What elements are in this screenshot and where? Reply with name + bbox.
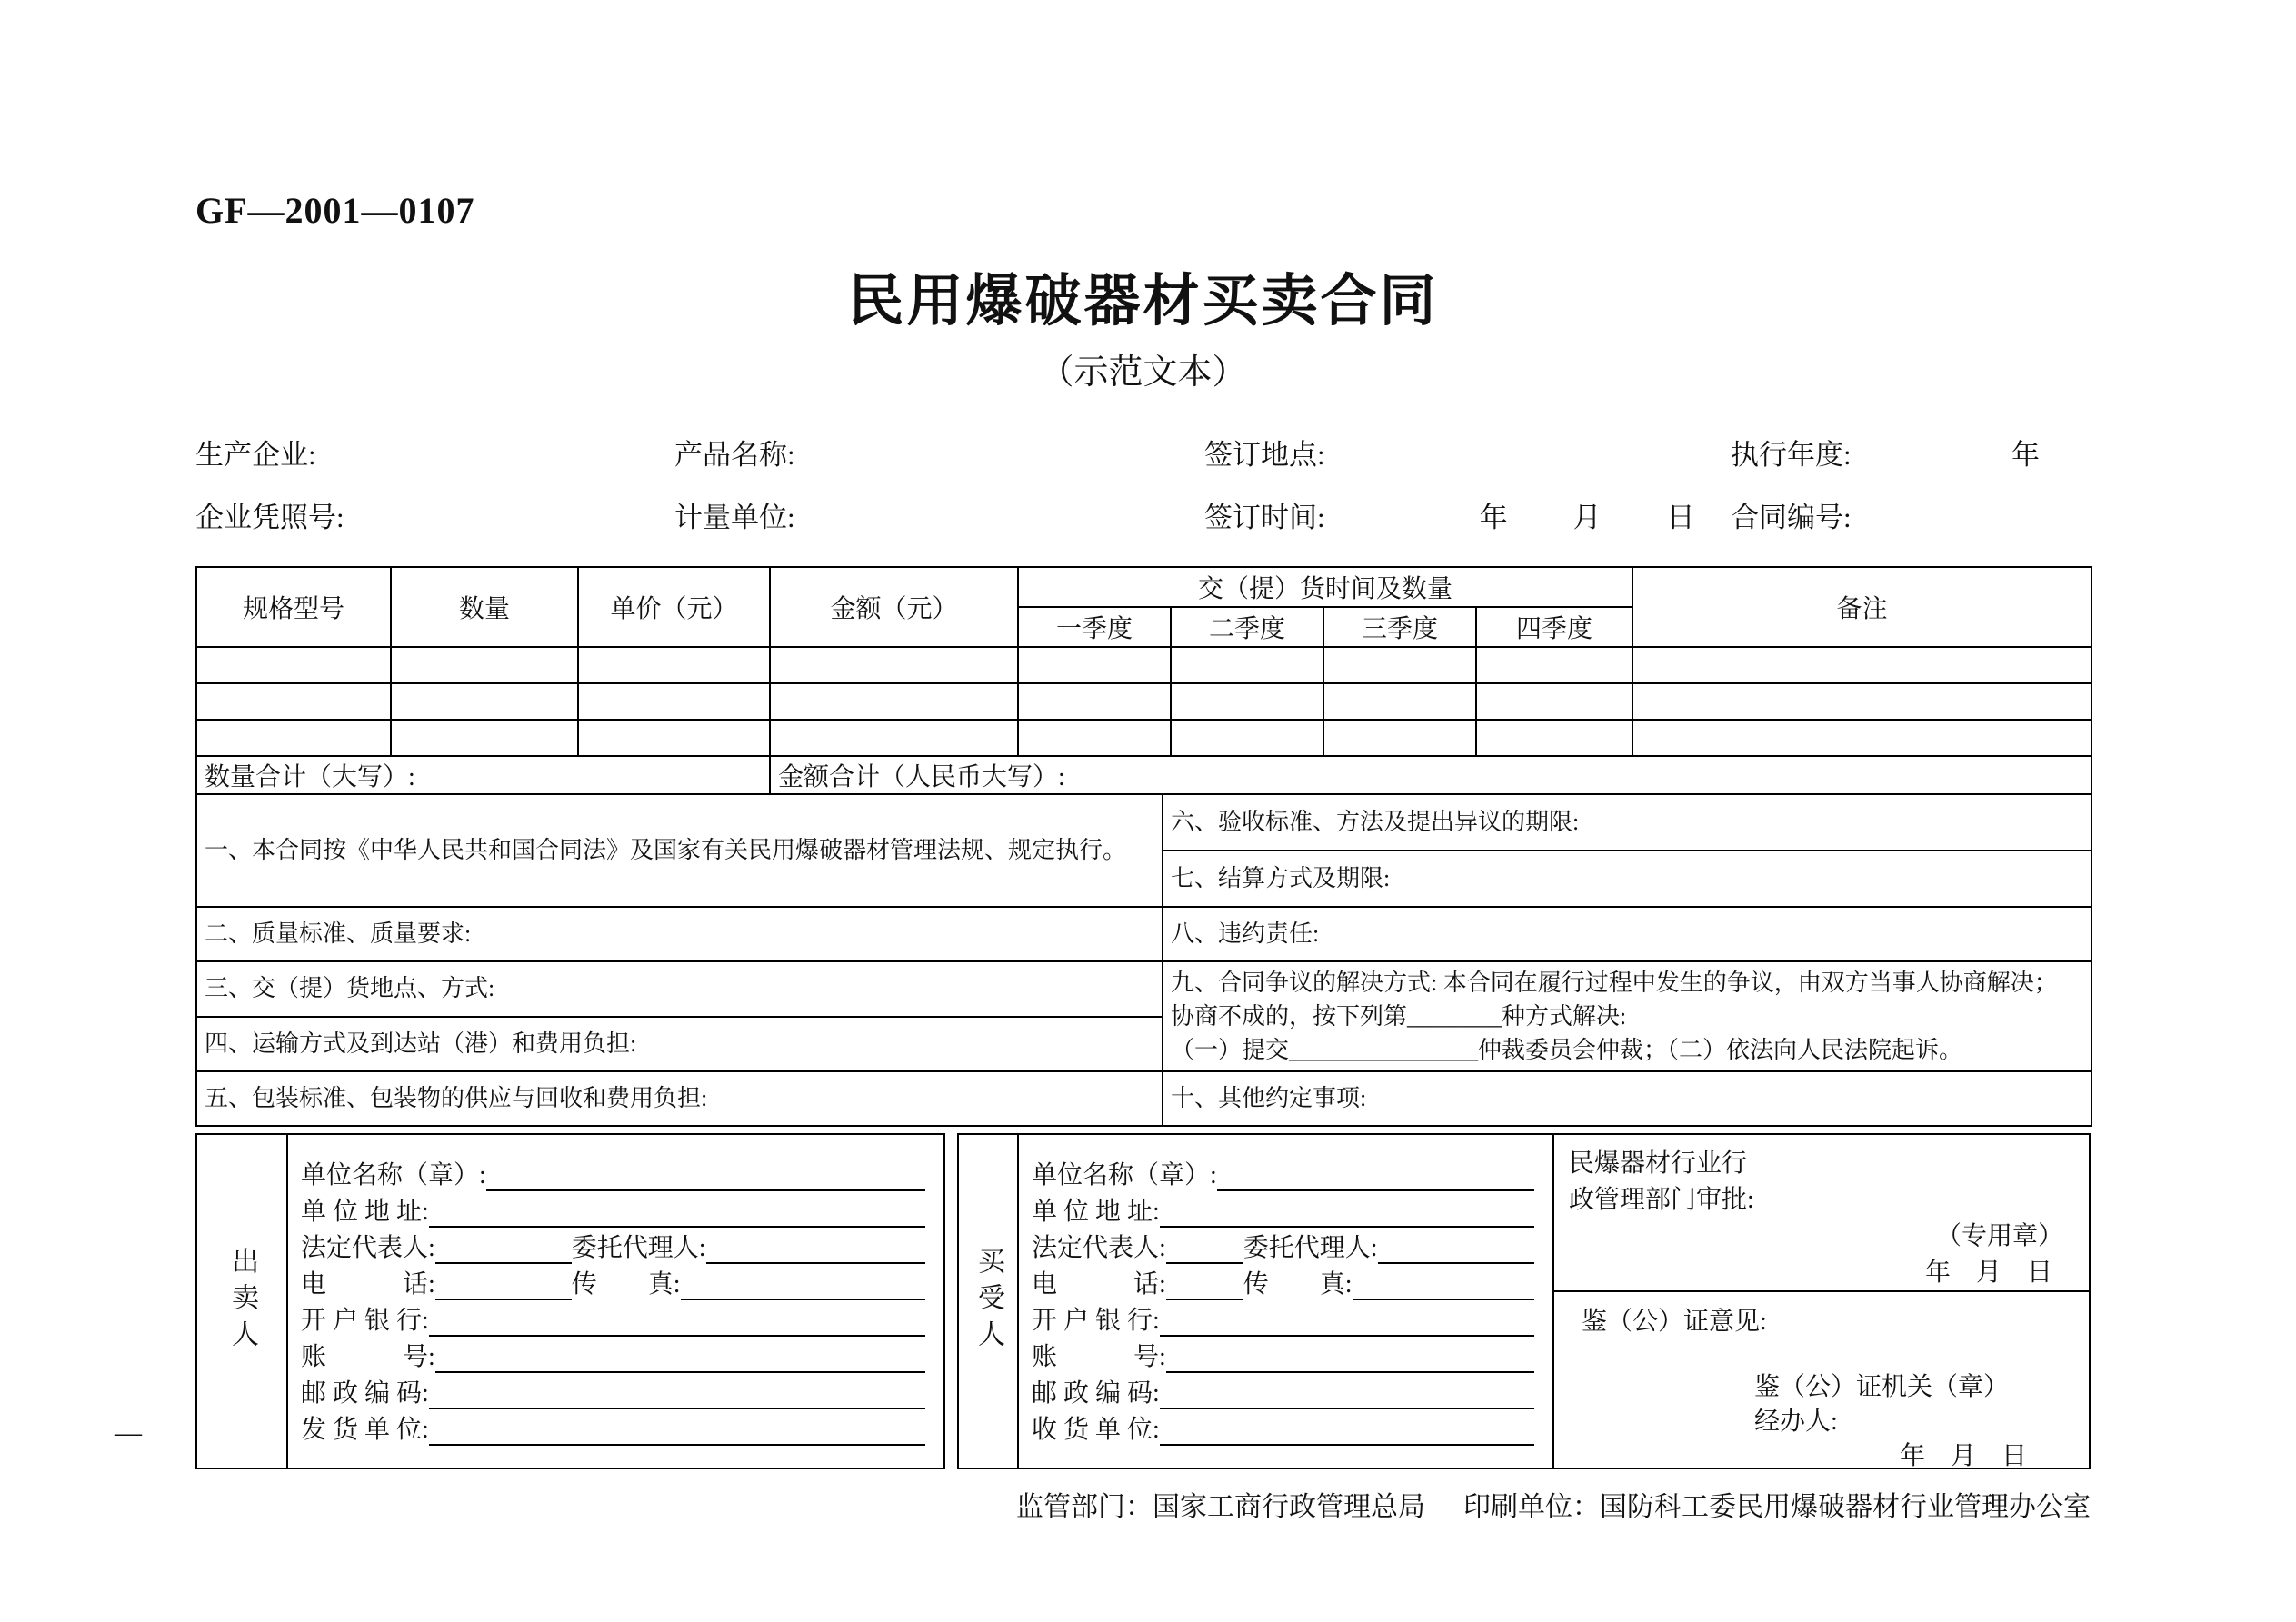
seller-postcode-row <box>301 1373 929 1409</box>
empty-cell[interactable] <box>770 683 1018 720</box>
field-label: 开 户 银 行: <box>1032 1307 1160 1335</box>
col-header-amount: 金额（元） <box>770 567 1018 647</box>
table-row <box>196 647 2091 683</box>
col-header-q2: 二季度 <box>1171 607 1323 647</box>
fill-in-blank[interactable] <box>706 1235 925 1264</box>
fill-in-blank[interactable] <box>429 1308 925 1337</box>
approval-line2: 政管理部门审批: <box>1569 1186 1754 1214</box>
doc-subtitle: （示范文本） <box>1039 353 1247 392</box>
clause-9 <box>1163 961 2091 1071</box>
field-label: 单位名称（章）: <box>301 1161 486 1189</box>
approval-date-label: 年 月 日 <box>1924 1259 2052 1287</box>
empty-cell[interactable] <box>196 720 391 756</box>
buyer-phone-fax-row <box>1032 1264 1538 1300</box>
empty-cell[interactable] <box>391 720 578 756</box>
sign-day-label: 日 <box>1666 502 1695 533</box>
notary-date-label: 年 月 日 <box>1900 1442 2028 1470</box>
empty-cell[interactable] <box>1323 647 1476 683</box>
empty-cell[interactable] <box>1323 683 1476 720</box>
supervisor-dept: 监管部门：国家工商行政管理总局 <box>1016 1492 1425 1522</box>
buyer-receiving-unit-row <box>1032 1409 1538 1446</box>
buyer-address-row <box>1032 1191 1538 1228</box>
sign-time-label: 签订时间: <box>1204 502 1325 533</box>
totals-row <box>196 756 2091 794</box>
buyer-bank-row <box>1032 1300 1538 1337</box>
approval-line1: 民爆器材行业行 <box>1569 1149 1748 1178</box>
col-header-remark: 备注 <box>1632 567 2091 647</box>
field-label: 单位名称（章）: <box>1032 1161 1217 1189</box>
clause-9-line1: 九、合同争议的解决方式: 本合同在履行过程中发生的争议，由双方当事人协商解决； <box>1171 970 2058 996</box>
col-header-qty: 数量 <box>391 567 578 647</box>
clause-2: 二、质量标准、质量要求: <box>196 907 1163 961</box>
approval-notary-box <box>1552 1133 2091 1469</box>
buyer-unit-name-row <box>1032 1155 1538 1191</box>
fill-in-blank[interactable] <box>429 1199 925 1228</box>
buyer-fields <box>1019 1135 1552 1468</box>
printing-unit: 印刷单位：国防科工委民用爆破器材行业管理办公室 <box>1463 1492 2091 1522</box>
notary-org-label: 鉴（公）证机关（章） <box>1754 1373 2010 1401</box>
clause-3: 三、交（提）货地点、方式: <box>196 961 1163 1017</box>
fill-in-blank[interactable] <box>1160 1199 1534 1228</box>
empty-cell[interactable] <box>1018 683 1171 720</box>
empty-cell[interactable] <box>1171 647 1323 683</box>
fill-in-blank[interactable] <box>429 1417 925 1446</box>
total-amount-label: 金额合计（人民币大写）: <box>770 756 2091 794</box>
sign-month-label: 月 <box>1572 502 1602 533</box>
total-qty-label: 数量合计（大写）: <box>196 756 770 794</box>
empty-cell[interactable] <box>1632 683 2091 720</box>
seller-vertical-label: 出卖人 <box>197 1135 288 1468</box>
empty-cell[interactable] <box>578 720 770 756</box>
field-label: 收 货 单 位: <box>1032 1416 1160 1444</box>
fill-in-blank[interactable] <box>1166 1235 1243 1264</box>
sign-place-label: 签订地点: <box>1204 439 1325 471</box>
clause-5: 五、包装标准、包装物的供应与回收和费用负担: <box>196 1071 1163 1126</box>
fill-in-blank[interactable] <box>435 1344 925 1373</box>
seller-fields <box>288 1135 943 1468</box>
notary-title: 鉴（公）证意见: <box>1582 1308 1767 1336</box>
seller-representative-row <box>301 1228 929 1264</box>
fill-in-blank[interactable] <box>1160 1380 1534 1409</box>
fill-in-blank[interactable] <box>1217 1162 1534 1191</box>
fill-in-blank[interactable] <box>1166 1271 1243 1300</box>
field-label: 法定代表人: <box>301 1234 435 1262</box>
seller-box <box>195 1133 945 1469</box>
buyer-postcode-row <box>1032 1373 1538 1409</box>
buyer-representative-row <box>1032 1228 1538 1264</box>
empty-cell[interactable] <box>1476 647 1632 683</box>
empty-cell[interactable] <box>196 683 391 720</box>
col-header-unit-price: 单价（元） <box>578 567 770 647</box>
field-label: 邮 政 编 码: <box>1032 1379 1160 1408</box>
seller-shipping-unit-row <box>301 1409 929 1446</box>
table-row <box>196 720 2091 756</box>
empty-cell[interactable] <box>578 683 770 720</box>
buyer-account-row <box>1032 1337 1538 1373</box>
fill-in-blank[interactable] <box>1166 1344 1534 1373</box>
fill-in-blank[interactable] <box>435 1235 572 1264</box>
clause-9-line3: （一）提交________________仲裁委员会仲裁；（二）依法向人民法院起诉。 <box>1171 1037 1963 1063</box>
fill-in-blank[interactable] <box>681 1271 925 1300</box>
doc-title: 民用爆破器材买卖合同 <box>847 267 1439 333</box>
parties-section <box>195 1133 2091 1469</box>
empty-cell[interactable] <box>391 683 578 720</box>
empty-cell[interactable] <box>1018 720 1171 756</box>
buyer-vertical-label: 买受人 <box>959 1135 1019 1468</box>
field-label: 开 户 银 行: <box>301 1307 429 1335</box>
col-header-spec: 规格型号 <box>196 567 391 647</box>
field-label: 邮 政 编 码: <box>301 1379 429 1408</box>
empty-cell[interactable] <box>770 647 1018 683</box>
fill-in-blank[interactable] <box>1160 1308 1534 1337</box>
page-number-marker: — <box>115 1418 142 1448</box>
fill-in-blank[interactable] <box>1353 1271 1534 1300</box>
field-label: 电 话: <box>301 1270 435 1299</box>
empty-cell[interactable] <box>1632 720 2091 756</box>
empty-cell[interactable] <box>770 720 1018 756</box>
empty-cell[interactable] <box>1476 683 1632 720</box>
special-seal-label: （专用章） <box>1935 1222 2063 1250</box>
clause-10: 十、其他约定事项: <box>1163 1071 2091 1126</box>
empty-cell[interactable] <box>1018 647 1171 683</box>
field-label: 账 号: <box>301 1343 435 1371</box>
license-no-label: 企业凭照号: <box>195 502 344 533</box>
seller-account-row <box>301 1337 929 1373</box>
fill-in-blank[interactable] <box>1378 1235 1534 1264</box>
field-label: 传 真: <box>571 1270 681 1299</box>
product-table <box>195 566 2092 795</box>
field-label: 发 货 单 位: <box>301 1416 429 1444</box>
col-header-q3: 三季度 <box>1323 607 1476 647</box>
field-label: 委托代理人: <box>571 1234 706 1262</box>
col-header-delivery: 交（提）货时间及数量 <box>1018 567 1632 607</box>
clause-7: 七、结算方式及期限: <box>1163 851 2091 907</box>
sign-year-label: 年 <box>1479 502 1508 533</box>
field-label: 电 话: <box>1032 1270 1166 1299</box>
contract-page <box>195 0 2091 1524</box>
clause-4: 四、运输方式及到达站（港）和费用负担: <box>196 1017 1163 1072</box>
seller-phone-fax-row <box>301 1264 929 1300</box>
fill-in-blank[interactable] <box>435 1271 572 1300</box>
field-label: 传 真: <box>1243 1270 1353 1299</box>
fill-in-blank[interactable] <box>486 1162 925 1191</box>
seller-unit-name-row <box>301 1155 929 1191</box>
empty-cell[interactable] <box>1171 683 1323 720</box>
field-label: 法定代表人: <box>1032 1234 1166 1262</box>
doc-code: GF—2001—0107 <box>195 190 475 231</box>
industry-approval-cell <box>1554 1135 2089 1292</box>
clause-9-line2: 协商不成的，按下列第________种方式解决: <box>1171 1003 1627 1030</box>
producer-label: 生产企业: <box>195 439 316 471</box>
empty-cell[interactable] <box>1171 720 1323 756</box>
field-label: 委托代理人: <box>1243 1234 1378 1262</box>
seller-address-row <box>301 1191 929 1228</box>
seller-bank-row <box>301 1300 929 1337</box>
clauses-table <box>195 793 2092 1127</box>
exec-year-unit: 年 <box>2011 439 2040 471</box>
notary-handler-label: 经办人: <box>1754 1408 1838 1436</box>
field-label: 单 位 地 址: <box>1032 1198 1160 1226</box>
product-name-label: 产品名称: <box>674 439 795 471</box>
empty-cell[interactable] <box>1323 720 1476 756</box>
footer-row <box>195 1484 2091 1524</box>
empty-cell[interactable] <box>196 647 391 683</box>
clause-8: 八、违约责任: <box>1163 907 2091 961</box>
field-label: 账 号: <box>1032 1343 1166 1371</box>
empty-cell[interactable] <box>391 647 578 683</box>
header-row-2 <box>195 494 2091 535</box>
exec-year-label: 执行年度: <box>1731 439 1852 471</box>
empty-cell[interactable] <box>578 647 770 683</box>
measure-unit-label: 计量单位: <box>674 502 795 533</box>
header-row-1 <box>195 432 2091 473</box>
field-label: 单 位 地 址: <box>301 1198 429 1226</box>
clause-6: 六、验收标准、方法及提出异议的期限: <box>1163 794 2091 851</box>
table-row <box>196 683 2091 720</box>
empty-cell[interactable] <box>1476 720 1632 756</box>
buyer-box <box>957 1133 1554 1469</box>
clause-1: 一、本合同按《中华人民共和国合同法》及国家有关民用爆破器材管理法规、规定执行。 <box>196 794 1163 907</box>
fill-in-blank[interactable] <box>429 1380 925 1409</box>
empty-cell[interactable] <box>1632 647 2091 683</box>
col-header-q1: 一季度 <box>1018 607 1171 647</box>
col-header-q4: 四季度 <box>1476 607 1632 647</box>
notary-opinion-cell <box>1554 1292 2089 1474</box>
fill-in-blank[interactable] <box>1160 1417 1534 1446</box>
contract-no-label: 合同编号: <box>1731 502 1852 533</box>
